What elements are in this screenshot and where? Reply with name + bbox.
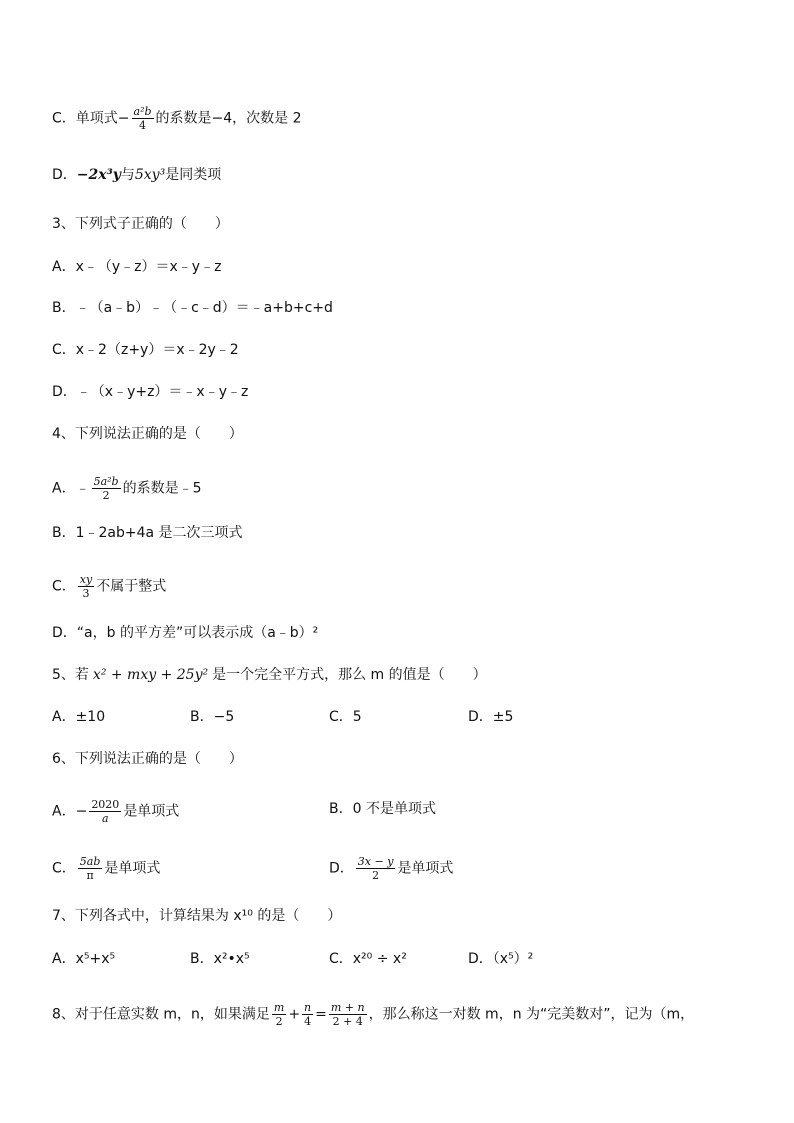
q6-a-fraction <box>89 798 121 825</box>
q8-plus: + <box>288 1006 301 1023</box>
q2-d-expr1: −2x³y <box>76 167 121 183</box>
q8-f1-denominator: 2 <box>275 1015 283 1028</box>
q2-option-d <box>52 165 221 185</box>
q8-fraction-3 <box>329 1001 367 1028</box>
q2-d-label: D． <box>52 167 77 183</box>
q4-stem: 4、下列说法正确的是（ ） <box>52 426 243 442</box>
q4-c-fraction <box>78 573 94 600</box>
q3-option-c: C．x﹣2（z+y）＝x﹣2y﹣2 <box>52 342 239 358</box>
q2-c-sign: − <box>117 110 130 127</box>
q7-option-b: B．x²•x⁵ <box>190 951 250 967</box>
q8-fraction-1 <box>272 1001 286 1028</box>
q4-a-label: A．﹣ <box>52 480 90 497</box>
q6-option-c <box>52 855 160 882</box>
q6-c-numerator: 5ab <box>79 855 101 868</box>
q8-f2-denominator: 4 <box>304 1015 312 1028</box>
q5-option-a: A．±10 <box>52 709 106 725</box>
q6-c-denominator: π <box>86 869 94 882</box>
q6-d-fraction <box>356 855 396 882</box>
q2-c-numerator: a²b <box>133 105 152 118</box>
q4-a-numerator: 5a²b <box>93 475 119 488</box>
q4-a-fraction <box>92 475 121 502</box>
q4-a-text: 的系数是﹣5 <box>122 480 202 497</box>
q5-stem-expr: x² + mxy + 25y² <box>92 667 209 683</box>
q2-d-mid: 与 <box>120 167 135 183</box>
q6-a-numerator: 2020 <box>91 798 120 811</box>
q4-c-text: 不属于整式 <box>96 578 167 595</box>
q6-d-label: D． <box>329 860 354 877</box>
q8-pre: 8、对于任意实数 m，n，如果满足 <box>52 1006 270 1023</box>
q4-c-numerator: xy <box>79 573 93 586</box>
q7-option-d: D．（x⁵）² <box>468 951 534 967</box>
q4-option-b: B．1﹣2ab+4a 是二次三项式 <box>52 525 243 541</box>
q2-d-text: 是同类项 <box>165 167 222 183</box>
q8-f3-denominator: 2 + 4 <box>332 1015 363 1028</box>
q4-option-d: D．“a，b 的平方差”可以表示成（a﹣b）² <box>52 625 319 641</box>
q5-option-c: C．5 <box>329 709 362 725</box>
q6-a-text: 是单项式 <box>123 803 180 820</box>
q2-c-label: C．单项式 <box>52 110 118 127</box>
q5-stem-pre: 5、若 <box>52 667 89 683</box>
q7-stem: 7、下列各式中，计算结果为 x¹⁰ 的是（ ） <box>52 908 342 924</box>
q6-a-label: A．− <box>52 803 88 820</box>
q6-d-text: 是单项式 <box>397 860 454 877</box>
q8-equals: = <box>315 1006 327 1023</box>
q2-c-denominator: 4 <box>139 119 147 132</box>
q8-post: ，那么称这一对数 m，n 为“完美数对”，记为（m， <box>368 1006 695 1023</box>
q4-option-a <box>52 475 202 502</box>
q3-option-b: B．﹣（a﹣b）﹣（﹣c﹣d）＝﹣a+b+c+d <box>52 300 333 316</box>
q6-d-numerator: 3x − y <box>357 855 394 868</box>
q6-c-fraction <box>78 855 103 882</box>
q5-option-b: B．−5 <box>190 709 235 725</box>
q2-c-fraction <box>132 105 154 132</box>
q3-option-a: A．x﹣（y﹣z）＝x﹣y﹣z <box>52 259 222 275</box>
q5-stem <box>52 665 487 685</box>
q6-option-a <box>52 798 179 825</box>
q8-f1-numerator: m <box>273 1001 285 1014</box>
q6-option-b: B．0 不是单项式 <box>329 801 436 817</box>
q7-option-a: A．x⁵+x⁵ <box>52 951 116 967</box>
q8-stem <box>52 1001 694 1028</box>
q4-c-label: C． <box>52 578 76 595</box>
q3-option-d: D．﹣（x﹣y+z）＝﹣x﹣y﹣z <box>52 384 249 400</box>
q6-c-label: C． <box>52 860 76 877</box>
q6-c-text: 是单项式 <box>104 860 161 877</box>
q7-option-c: C．x²⁰ ÷ x² <box>329 951 407 967</box>
q4-a-denominator: 2 <box>102 489 110 502</box>
q4-option-c <box>52 573 166 600</box>
q6-d-denominator: 2 <box>372 869 380 882</box>
q6-option-d <box>329 855 453 882</box>
q2-c-text: 的系数是−4，次数是 2 <box>155 110 302 127</box>
q5-option-d: D．±5 <box>468 709 514 725</box>
q2-option-c <box>52 105 302 132</box>
q8-fraction-2 <box>302 1001 313 1028</box>
q8-f2-numerator: n <box>304 1001 312 1014</box>
q4-c-denominator: 3 <box>82 587 90 600</box>
q8-f3-numerator: m + n <box>330 1001 365 1014</box>
q3-stem: 3、下列式子正确的（ ） <box>52 216 229 232</box>
q5-stem-post: 是一个完全平方式，那么 m 的值是（ ） <box>212 667 487 683</box>
q6-stem: 6、下列说法正确的是（ ） <box>52 751 243 767</box>
q6-a-denominator: a <box>102 812 109 825</box>
q2-d-expr2: 5xy³ <box>134 167 166 183</box>
